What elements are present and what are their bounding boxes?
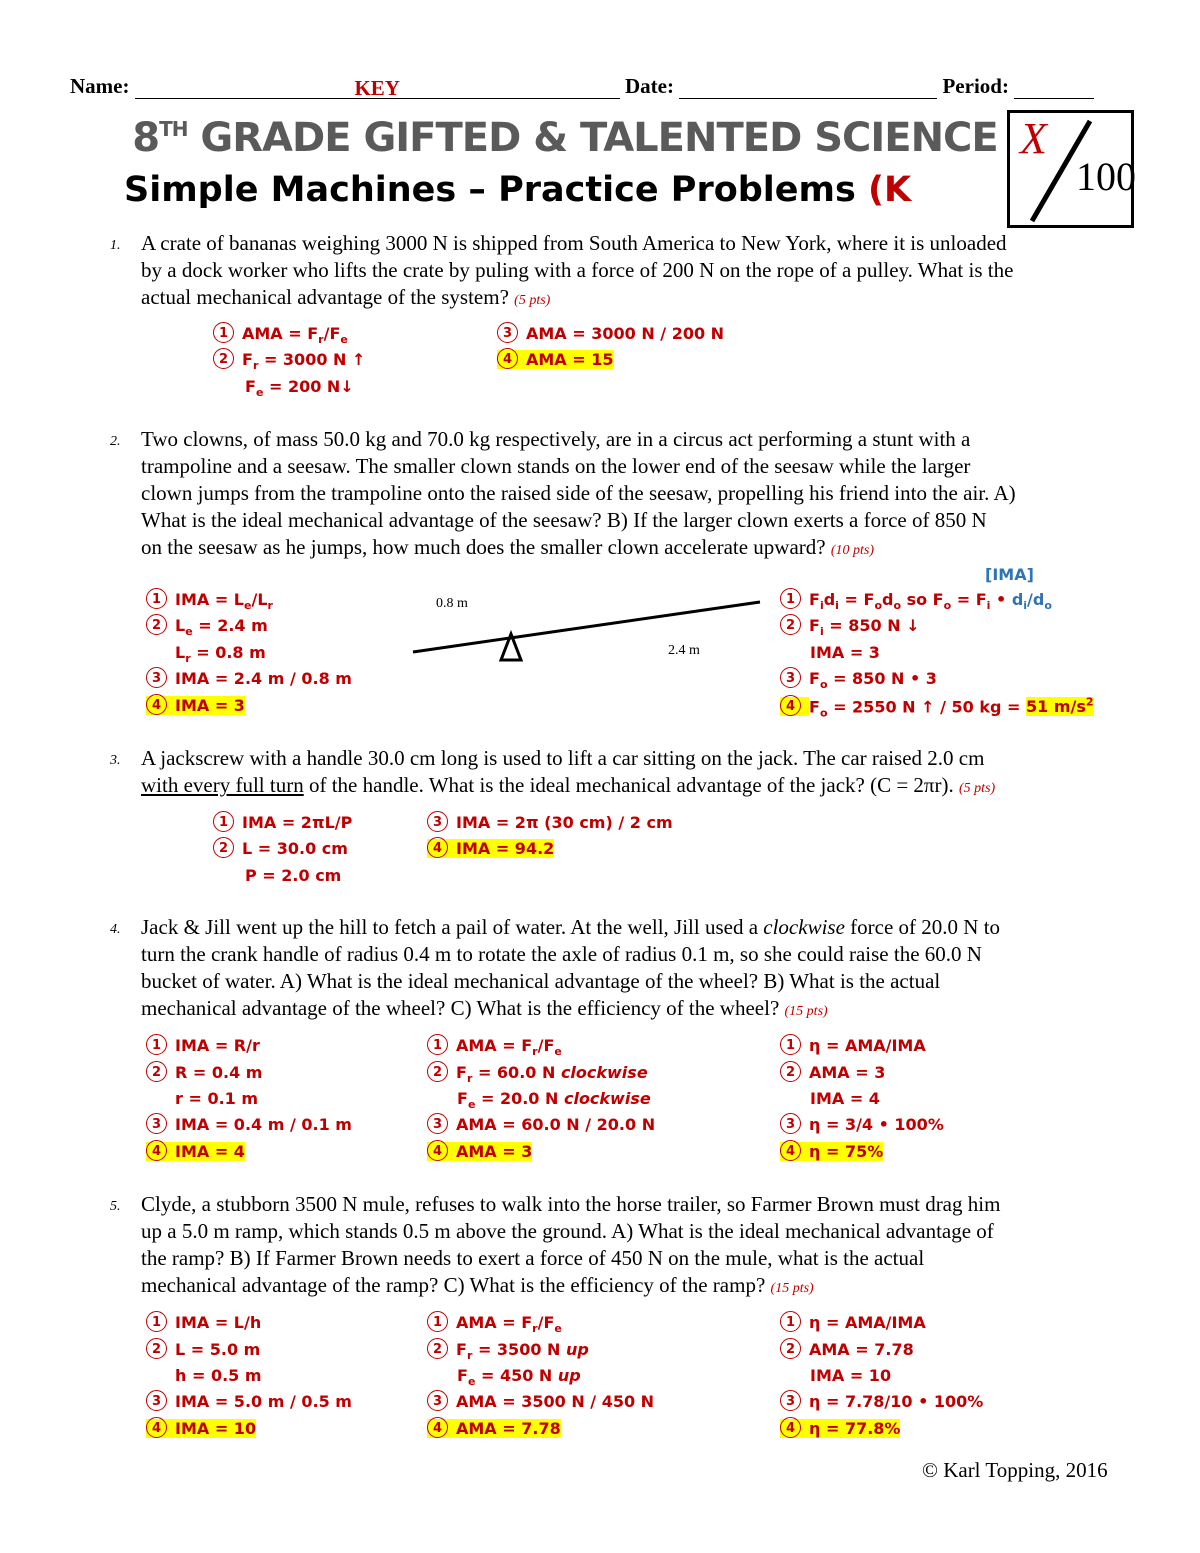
q2-line: Two clowns, of mass 50.0 kg and 70.0 kg respectively, are in a circus act performing a stunt with a (141, 427, 971, 451)
step-number-icon: 3 (780, 1390, 801, 1411)
answer-text: so F (901, 590, 944, 609)
date-field[interactable] (679, 76, 937, 99)
answer-text: F (809, 590, 820, 609)
answer-text: = 20.0 N (475, 1089, 564, 1108)
q5-points: (15 pts) (770, 1281, 814, 1296)
step-number-icon: 4 (146, 1417, 167, 1438)
step-number-icon: 3 (427, 1113, 448, 1134)
answer-text: L (175, 616, 186, 635)
step-number-icon: 3 (427, 1390, 448, 1411)
worksheet-title-text: Simple Machines – Practice Problems (124, 170, 869, 210)
step-number-icon: 3 (427, 811, 448, 832)
step-number-icon: 1 (427, 1311, 448, 1332)
step-number-icon: 4 (780, 1417, 801, 1438)
q1-step2b (245, 377, 354, 399)
header-line (70, 74, 1130, 99)
answer-text: = 850 N • 3 (827, 669, 937, 688)
answer-text: L (175, 643, 186, 662)
q3-number: 3. (110, 753, 121, 768)
step-number-icon: 1 (780, 1034, 801, 1055)
period-label: Period: (942, 74, 1009, 98)
step-number-icon: 3 (146, 667, 167, 688)
final-answer: η = 75% (809, 1142, 884, 1161)
final-answer: AMA = 15 (526, 350, 614, 369)
q2-right-step4: 4 $F_o = 2550$ N ↑ / 50 kg = 51 $m/s^2$ (780, 696, 1094, 720)
answer-text: IMA = 2π (30 cm) / 2 cm (456, 813, 673, 832)
answer-text: AMA = 60.0 N / 20.0 N (456, 1115, 656, 1134)
score-denominator: 100 (1076, 154, 1136, 199)
superscript: 2 (1085, 696, 1094, 709)
q2-right-step3: 3 $F_o = 850$ N • 3 (780, 669, 937, 691)
q1-line: by a dock worker who lifts the crate by puling with a force of 200 N on the rope of a pulley. What is the (141, 258, 1014, 282)
course-title (70, 115, 1060, 161)
title-grade-suffix: TH (159, 117, 188, 141)
q5-c2-step3 (427, 1392, 654, 1413)
title-grade: 8 (132, 115, 160, 161)
q5-line: up a 5.0 m ramp, which stands 0.5 m above the ground. A) What is the ideal mechanical advantage of (141, 1219, 994, 1243)
q5-c2-step1: 1 AMA = $F_r/F_e$ (427, 1313, 562, 1335)
step-number-icon: 1 (213, 811, 234, 832)
step-number-icon: 2 (780, 1061, 801, 1082)
step-number-icon: 2 (213, 837, 234, 858)
q5-c3-step3 (780, 1392, 983, 1413)
answer-text: AMA = F (242, 324, 319, 343)
answer-text: L = 5.0 m (175, 1340, 261, 1359)
answer-text: IMA = L/h (175, 1313, 262, 1332)
subscript: e (255, 386, 264, 400)
answer-text: η = AMA/IMA (809, 1313, 926, 1332)
q4-c2-step4 (427, 1142, 532, 1163)
step-number-icon: 4 (427, 837, 448, 858)
q5-c3-step1 (780, 1313, 926, 1334)
q2-right-step2b: IMA = 3 (810, 643, 880, 662)
step-number-icon: 1 (780, 1311, 801, 1332)
q1-number: 1. (110, 238, 121, 253)
q5-line: Clyde, a stubborn 3500 N mule, refuses to walk into the horse trailer, so Farmer Brown must drag him (141, 1192, 1001, 1216)
q5-c2-step2: 2 $F_r = 3500$ N up (427, 1340, 589, 1362)
q4-line: bucket of water. A) What is the ideal mechanical advantage of the wheel? B) What is the actual (141, 969, 941, 993)
step-number-icon: 4 (780, 695, 801, 716)
q5-line: mechanical advantage of the ramp? C) What is the efficiency of the ramp? (141, 1273, 771, 1297)
step-number-icon: 2 (146, 1061, 167, 1082)
answer-italic: up (565, 1340, 589, 1359)
q2-left-step3 (146, 669, 352, 690)
step-number-icon: 1 (146, 1034, 167, 1055)
subscript: e (340, 333, 348, 347)
step-number-icon: 3 (780, 1113, 801, 1134)
q2-right-step2: 2 $F_i = 850$ N ↓ (780, 616, 920, 638)
q3-underlined: with every full turn (141, 773, 304, 797)
q1-line: actual mechanical advantage of the system? (141, 285, 515, 309)
final-answer: AMA = 7.78 (456, 1419, 561, 1438)
q4-c3-step1 (780, 1036, 926, 1057)
answer-text: F (245, 377, 256, 396)
answer-text: = 60.0 N (472, 1063, 561, 1082)
answer-text: IMA = 0.4 m / 0.1 m (175, 1115, 352, 1134)
answer-text: F (809, 616, 820, 635)
q1-step2 (213, 350, 365, 372)
answer-text: F (863, 590, 875, 609)
q4-c1-step2b: r = 0.1 m (175, 1089, 259, 1108)
q2-line: on the seesaw as he jumps, how much does the smaller clown accelerate upward? (141, 535, 831, 559)
name-label: Name: (70, 74, 130, 98)
step-number-icon: 4 (146, 1140, 167, 1161)
final-answer: 51 m/s (1025, 697, 1086, 717)
q4-c3-step4 (780, 1142, 883, 1163)
ima-label: [IMA] (985, 565, 1034, 584)
q4-line: mechanical advantage of the wheel? C) What is the efficiency of the wheel? (141, 996, 785, 1020)
q4-line: force of 20.0 N to (844, 915, 1001, 939)
q2-left-step2 (146, 616, 268, 638)
answer-text: F (809, 669, 820, 688)
answer-text: /L (251, 590, 268, 609)
q4-line: Jack & Jill went up the hill to fetch a pail of water. At the well, Jill used a (141, 915, 764, 939)
step-number-icon: 2 (427, 1061, 448, 1082)
q5-c1-step1 (146, 1313, 261, 1334)
answer-text: IMA = 2πL/P (242, 813, 353, 832)
worksheet-title-key: (K (868, 170, 912, 210)
final-answer: IMA = 10 (175, 1419, 257, 1438)
q5-text (141, 1191, 1141, 1302)
subscript: r (318, 333, 324, 347)
step-number-icon: 4 (146, 694, 167, 715)
final-answer: IMA = 94.2 (456, 839, 555, 858)
q4-c1-step3 (146, 1115, 352, 1136)
q5-c3-step2 (780, 1340, 914, 1361)
q5-line: the ramp? B) If Farmer Brown needs to exert a force of 450 N on the mule, what is the actual (141, 1246, 925, 1270)
q2-line: clown jumps from the trampoline onto the raised side of the seesaw, propelling his friend into the air. A) (141, 481, 1016, 505)
q3-text (141, 745, 1141, 802)
answer-text: = 450 N (475, 1366, 558, 1385)
q3-step3 (427, 813, 673, 834)
name-value: KEY (354, 76, 400, 100)
step-number-icon: 4 (427, 1140, 448, 1161)
seesaw-right-length: 2.4 m (668, 643, 700, 658)
step-number-icon: 1 (427, 1034, 448, 1055)
answer-text: = 0.8 m (190, 643, 266, 662)
answer-text: = 2.4 m (192, 616, 268, 635)
q3-line: of the handle. What is the ideal mechanical advantage of the jack? (C = 2πr). (303, 773, 960, 797)
answer-text: IMA = 2.4 m / 0.8 m (175, 669, 352, 688)
q4-line: turn the crank handle of radius 0.4 m to rotate the axle of radius 0.1 m, so she could raise the 60.0 N (141, 942, 982, 966)
step-number-icon: 3 (780, 667, 801, 688)
step-number-icon: 2 (146, 1338, 167, 1359)
subscript: r (267, 599, 273, 613)
q4-c3-step2 (780, 1063, 885, 1084)
q5-number: 5. (110, 1199, 121, 1214)
q4-points: (15 pts) (784, 1004, 828, 1019)
step-number-icon: 2 (780, 1338, 801, 1359)
name-field[interactable] (135, 76, 620, 99)
q4-c2-step2: 2 $F_r = 60.0$ N clockwise (427, 1063, 648, 1085)
q4-number: 4. (110, 922, 121, 937)
q2-text (141, 426, 1141, 564)
q4-italic: clockwise (763, 915, 845, 939)
q3-step4 (427, 839, 554, 860)
final-answer: IMA = 4 (175, 1142, 245, 1161)
q2-right-step1: 1 $F_id_i = F_od_o$ so $F_o = F_i$ • $d_i/d_o$ (780, 590, 1052, 612)
step-number-icon: 1 (780, 588, 801, 609)
q4-c1-step1 (146, 1036, 260, 1057)
q1-step3 (497, 324, 724, 345)
score-numerator: X (1020, 114, 1047, 163)
answer-text: F (809, 697, 820, 717)
step-number-icon: 4 (780, 1140, 801, 1161)
answer-text: F (242, 350, 253, 369)
q2-line: trampoline and a seesaw. The smaller clown stands on the lower end of the seesaw while the larger (141, 454, 971, 478)
q4-c1-step2 (146, 1063, 262, 1084)
answer-text: AMA = 3000 N / 200 N (526, 324, 725, 343)
answer-text: = 3000 N ↑ (258, 350, 366, 369)
q5-c3-step4 (780, 1419, 900, 1440)
step-number-icon: 1 (213, 322, 234, 343)
subscript: e (185, 625, 193, 639)
answer-text: AMA = F (456, 1036, 533, 1055)
answer-italic: clockwise (563, 1089, 651, 1108)
subscript: e (244, 599, 252, 613)
q4-c3-step2b: IMA = 4 (810, 1089, 880, 1108)
copyright: © Karl Topping, 2016 (922, 1458, 1108, 1482)
answer-text: IMA = L (175, 590, 244, 609)
step-number-icon: 3 (146, 1390, 167, 1411)
q2-left-step2b (175, 643, 266, 665)
answer-text: η = AMA/IMA (809, 1036, 926, 1055)
q2-line: What is the ideal mechanical advantage of the seesaw? B) If the larger clown exerts a force of 850 N (141, 508, 987, 532)
final-answer: η = 77.8% (809, 1419, 901, 1438)
step-number-icon: 4 (497, 348, 518, 369)
answer-text: = F (951, 590, 987, 609)
answer-italic: up (557, 1366, 581, 1385)
q1-step4 (497, 350, 614, 371)
q4-c2-step1: 1 AMA = $F_r/F_e$ (427, 1036, 562, 1058)
q2-points: (10 pts) (830, 543, 875, 558)
answer-text: R = 0.4 m (175, 1063, 263, 1082)
step-number-icon: 1 (146, 1311, 167, 1332)
q5-c1-step3 (146, 1392, 352, 1413)
q3-step2b: P = 2.0 cm (245, 866, 342, 885)
answer-text: IMA = 5.0 m / 0.5 m (175, 1392, 352, 1411)
answer-text: = 850 N ↓ (823, 616, 920, 635)
q4-c3-step3 (780, 1115, 944, 1136)
date-label: Date: (624, 74, 674, 98)
q5-c2-step4 (427, 1419, 561, 1440)
q1-points: (5 pts) (514, 293, 551, 308)
q4-c2-step2b: $F_e = 20.0$ N clockwise (457, 1089, 651, 1112)
q5-c3-step2b: IMA = 10 (810, 1366, 892, 1385)
answer-text: η = 7.78/10 • 100% (809, 1392, 984, 1411)
subscript: r (185, 652, 191, 666)
step-number-icon: 2 (213, 348, 234, 369)
answer-text: IMA = R/r (175, 1036, 260, 1055)
q3-line: A jackscrew with a handle 30.0 cm long is used to lift a car sitting on the jack. The car raised 2.0 cm (141, 746, 985, 770)
step-number-icon: 1 (146, 588, 167, 609)
step-number-icon: 4 (427, 1417, 448, 1438)
answer-text: /F (323, 324, 341, 343)
answer-text: AMA = 3 (809, 1063, 886, 1082)
q5-c1-step4 (146, 1419, 256, 1440)
q5-c1-step2b: h = 0.5 m (175, 1366, 262, 1385)
answer-text: L = 30.0 cm (242, 839, 348, 858)
answer-text: η = 3/4 • 100% (809, 1115, 944, 1134)
q2-left-step1 (146, 590, 273, 612)
q3-step2 (213, 839, 348, 860)
q4-text (141, 914, 1141, 1025)
q2-number: 2. (110, 434, 121, 449)
answer-text: = 200 N↓ (263, 377, 354, 396)
q1-line: A crate of bananas weighing 3000 N is shipped from South America to New York, where it is unloaded (141, 231, 1007, 255)
q2-left-step4 (146, 696, 245, 717)
q5-c1-step2 (146, 1340, 260, 1361)
score-box (1007, 110, 1134, 228)
q3-points: (5 pts) (959, 781, 996, 796)
answer-text: AMA = F (456, 1313, 533, 1332)
answer-text: = 3500 N (472, 1340, 566, 1359)
q4-c2-step3 (427, 1115, 655, 1136)
step-number-icon: 2 (146, 614, 167, 635)
step-number-icon: 3 (146, 1113, 167, 1134)
answer-text: AMA = 3500 N / 450 N (456, 1392, 655, 1411)
q1-text (141, 230, 1141, 314)
subscript: r (252, 359, 259, 373)
step-number-icon: 2 (427, 1338, 448, 1359)
answer-text: = 2550 N ↑ / 50 kg = (827, 697, 1026, 717)
q1-step1 (213, 324, 348, 346)
final-answer: AMA = 3 (456, 1142, 533, 1161)
answer-text: AMA = 7.78 (809, 1340, 914, 1359)
q4-c1-step4 (146, 1142, 245, 1163)
q3-step1 (213, 813, 352, 834)
worksheet-title (124, 170, 911, 210)
period-field[interactable] (1014, 76, 1094, 99)
step-number-icon: 3 (497, 322, 518, 343)
final-answer: IMA = 3 (175, 696, 245, 715)
step-number-icon: 2 (780, 614, 801, 635)
q5-c2-step2b: $F_e = 450$ N up (457, 1366, 581, 1389)
seesaw-left-length: 0.8 m (436, 596, 468, 611)
answer-italic: clockwise (560, 1063, 648, 1082)
title-course: GRADE GIFTED & TALENTED SCIENCE (187, 115, 998, 161)
